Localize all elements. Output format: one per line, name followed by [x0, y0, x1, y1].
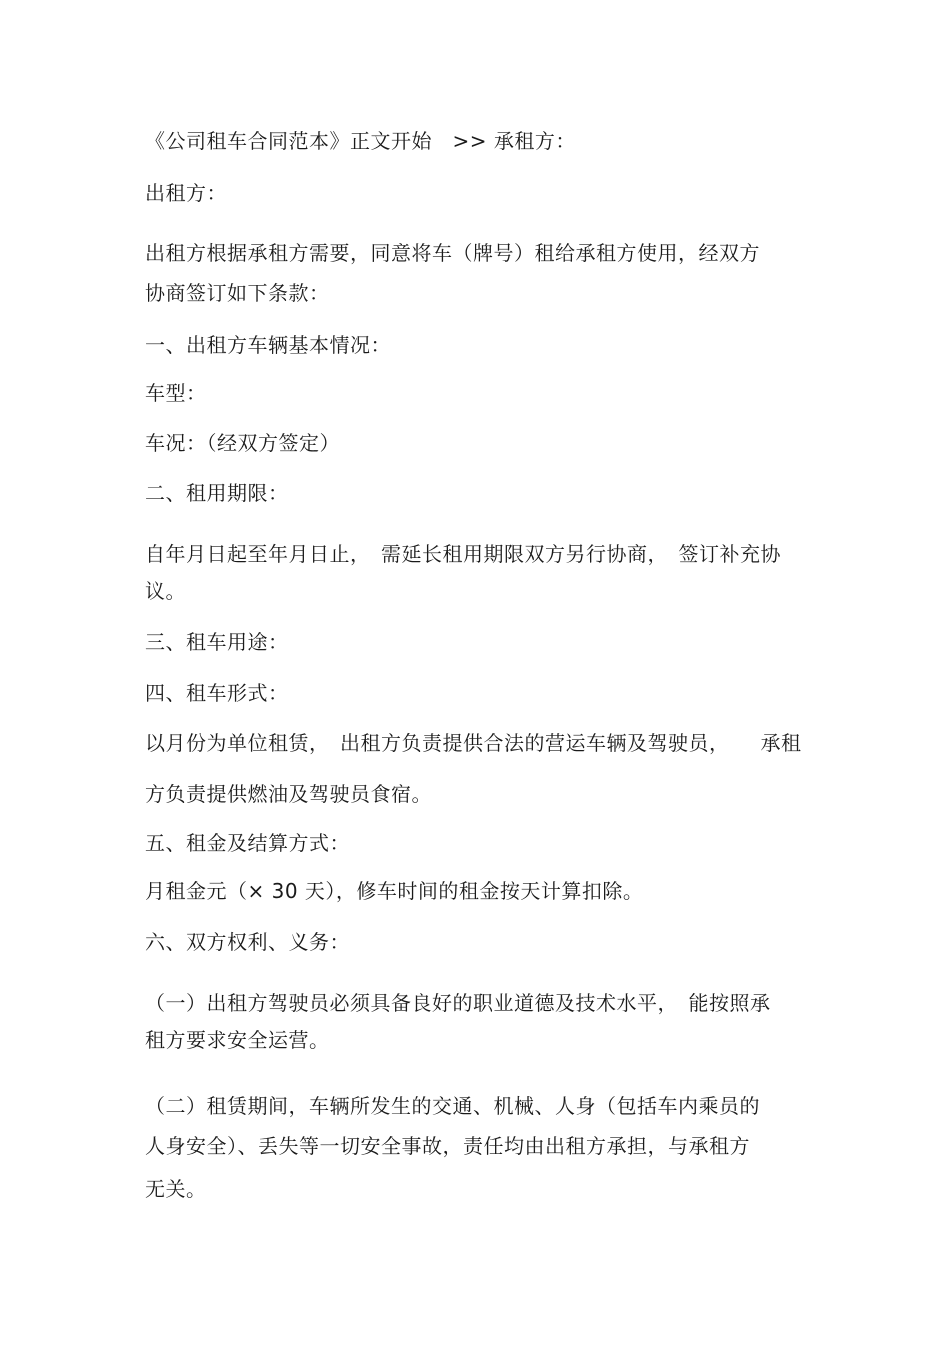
clause-2-line-1: （二）租赁期间，车辆所发生的交通、机械、人身（包括车内乘员的 — [145, 1094, 760, 1118]
rental-form-line-2: 方负责提供燃油及驾驶员食宿。 — [145, 782, 432, 806]
section-6-heading: 六、双方权利、义务： — [145, 930, 350, 954]
section-5-heading: 五、租金及结算方式： — [145, 831, 350, 855]
section-3-heading: 三、租车用途： — [145, 630, 289, 654]
doc-title-line: 《公司租车合同范本》正文开始 >> 承租方： — [145, 129, 576, 153]
vehicle-condition-line: 车况：（经双方签定） — [145, 431, 340, 455]
section-2-heading: 二、租用期限： — [145, 481, 289, 505]
intro-paragraph-line-1: 出租方根据承租方需要，同意将车（牌号）租给承租方使用，经双方 — [145, 241, 760, 265]
clause-1-line-1: （一）出租方驾驶员必须具备良好的职业道德及技术水平， 能按照承 — [145, 991, 771, 1015]
vehicle-model-line: 车型： — [145, 381, 207, 405]
rent-settlement-line: 月租金元（× 30 天），修车时间的租金按天计算扣除。 — [145, 879, 644, 903]
lessor-line: 出租方： — [145, 181, 227, 205]
clause-2-line-3: 无关。 — [145, 1177, 207, 1201]
intro-paragraph-line-2: 协商签订如下条款： — [145, 281, 330, 305]
section-4-heading: 四、租车形式： — [145, 681, 289, 705]
clause-1-line-2: 租方要求安全运营。 — [145, 1028, 330, 1052]
clause-2-line-2: 人身安全）、丢失等一切安全事故，责任均由出租方承担，与承租方 — [145, 1134, 750, 1158]
section-1-heading: 一、出租方车辆基本情况： — [145, 333, 391, 357]
rental-form-line-1: 以月份为单位租赁， 出租方负责提供合法的营运车辆及驾驶员， 承租 — [145, 731, 802, 755]
term-paragraph-line-1: 自年月日起至年月日止， 需延长租用期限双方另行协商， 签订补充协 — [145, 542, 781, 566]
term-paragraph-line-2: 议。 — [145, 579, 186, 603]
